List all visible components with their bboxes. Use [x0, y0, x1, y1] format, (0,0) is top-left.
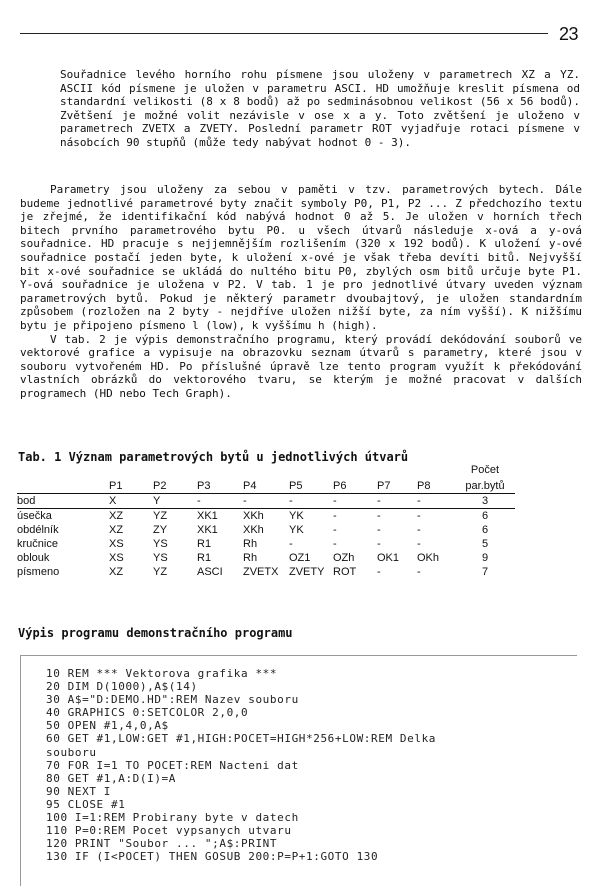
code-line: 130 IF (I<POCET) THEN GOSUB 200:P=P+1:GOTO 130	[46, 850, 379, 864]
table-cell: -	[377, 510, 381, 522]
table-cell: -	[333, 510, 337, 522]
table-cell: R1	[197, 552, 212, 564]
table-cell: 9	[481, 552, 489, 564]
table-cell: ASCI	[197, 566, 223, 578]
row-label: bod	[17, 494, 109, 509]
column-header: P3	[197, 477, 243, 494]
table-cell: YK	[289, 510, 304, 522]
page-number: 23	[558, 24, 578, 44]
table-cell: Y	[153, 494, 197, 509]
column-header: P8	[417, 477, 455, 494]
table-row	[17, 494, 515, 509]
table-cell: -	[417, 538, 421, 550]
table-cell: 7	[481, 566, 489, 578]
table-cell: OZ1	[289, 552, 311, 564]
program-listing	[46, 667, 436, 863]
table-row	[17, 551, 515, 565]
table-cell: -	[377, 494, 417, 509]
table-cell: 6	[481, 524, 489, 536]
table-cell: -	[377, 524, 381, 536]
row-label: kručnice	[17, 538, 58, 550]
table-cell: 6	[481, 510, 489, 522]
paragraph-block-1	[60, 68, 580, 150]
code-line: 95 CLOSE #1	[46, 797, 126, 811]
table-cell: XK1	[197, 524, 218, 536]
table-cell: -	[243, 494, 289, 509]
table-cell: YZ	[153, 566, 168, 578]
code-line: 30 A$="D:DEMO.HD":REM Nazev souboru	[46, 693, 299, 707]
table-cell: Rh	[243, 552, 258, 564]
table-cell: XS	[109, 538, 124, 550]
table-cell: OZh	[333, 552, 355, 564]
table-cell: -	[197, 494, 243, 509]
table-cell: -	[377, 566, 381, 578]
table-cell: -	[333, 494, 377, 509]
paragraph: Parametry jsou uloženy za sebou v paměti v tzv. parametrových bytech. Dále budeme jednotlivé parametrové byty značit symboly P0, P1, P2 ... Z předchozího textu je zřejmé, že identifikační kód nabývá hodnot 0 až 5. Je uložen v horních třech bitech prvního parametrového bytu P0. u všech útvarů následuje x-ová a y-ová souřadnice. HD pracuje s nejjemnějším rozlišením (320 x 192 bodů). K uložení y-ové souřadnice postačí jeden byte, k uložení x-ové je však třeba devíti bitů. Nejvyšší bit x-ové souřadnice se ukládá do nultého bitu P0, zbylých osm bitů určuje byte P1. Y-ová souřadnice je uložena v P2. V tab. 1 je pro jednotlivé útvary uveden význam parametrových bytů. Pokud je některý parametr dvoubajtový, je uložen standardním způsobem (rozložen na 2 byty - nejdříve uložen nižší byte, za ním vyšší). K nižšímu bytu je připojeno písmeno l (low), k vyššímu h (high).	[20, 183, 582, 332]
column-header: P5	[289, 477, 333, 494]
table-cell: -	[333, 524, 337, 536]
table-row	[17, 509, 515, 524]
table-cell: OKh	[417, 552, 440, 564]
table-row	[17, 537, 515, 551]
table-row	[17, 523, 515, 537]
column-header: P1	[109, 477, 153, 494]
code-line: 60 GET #1,LOW:GET #1,HIGH:POCET=HIGH*256+LOW:REM Delka	[46, 732, 437, 746]
table-cell: X	[109, 494, 153, 509]
row-label: úsečka	[17, 510, 52, 522]
table-cell: Rh	[243, 538, 258, 550]
table-cell: -	[417, 524, 421, 536]
column-header	[17, 477, 109, 494]
header-rule	[20, 33, 548, 34]
column-header: P6	[333, 477, 377, 494]
column-header: par.bytů	[455, 477, 515, 494]
paragraph: Souřadnice levého horního rohu písmene jsou uloženy v parametrech XZ a YZ. ASCII kód písmene je uložen v parametru ASCI. HD umožňuje kreslit písmena od standardní velikosti (8 x 8 bodů) až po sedminásobnou velikost (56 x 56 bodů). Zvětšení je možné volit nezávisle v ose x a y. Toto zvětšení je uloženo v parametrech ZVETX a ZVETY. Poslední parametr ROT vyjadřuje rotaci písmene v násobcích 90 stupňů (může tedy nabývat hodnot 0 - 3).	[60, 68, 580, 149]
table-cell: -	[289, 538, 293, 550]
row-label: obdélník	[17, 524, 59, 536]
table-cell: YS	[153, 552, 168, 564]
code-line: 70 FOR I=1 TO POCET:REM Nacteni dat	[46, 758, 299, 772]
table-cell: XZ	[109, 524, 124, 536]
paragraph-block-2	[20, 183, 582, 401]
table-cell: XKh	[243, 524, 264, 536]
table-cell: XK1	[197, 510, 218, 522]
table-cell: YZ	[153, 510, 168, 522]
table-cell: -	[417, 510, 421, 522]
listing-title: Výpis programu demonstračního programu	[18, 626, 293, 640]
code-line: 40 GRAPHICS 0:SETCOLOR 2,0,0	[46, 706, 249, 720]
table-cell: YK	[289, 524, 304, 536]
code-line: 50 OPEN #1,4,0,A$	[46, 719, 169, 733]
code-line: 110 P=0:REM Pocet vypsanych utvaru	[46, 824, 292, 838]
paragraph: V tab. 2 je výpis demonstračního programu, který provádí dekódování souborů ve vektorové grafice a vypisuje na obrazovku seznam útvarů s parametry, které jsou v souboru vytvořeném HD. Po příslušné úpravě lze tento program využít k překódování vlastních obrázků do vektorového tvaru, se kterým je možné pracovat v dalších programech (HD nebo Tech Graph).	[20, 332, 582, 400]
table-cell: XZ	[109, 510, 124, 522]
code-line: souboru	[46, 745, 97, 759]
code-line: 90 NEXT I	[46, 784, 112, 798]
parameter-table	[17, 463, 515, 579]
code-line: 100 I=1:REM Probirany byte v datech	[46, 811, 299, 825]
table-cell: ZVETX	[243, 566, 279, 578]
table-cell: -	[377, 538, 381, 550]
code-line: 80 GET #1,A:D(I)=A	[46, 771, 177, 785]
row-label: písmeno	[17, 566, 60, 578]
table-cell: R1	[197, 538, 212, 550]
table-cell: ZY	[153, 524, 168, 536]
code-line: 20 DIM D(1000),A$(14)	[46, 680, 198, 694]
column-header: Počet	[470, 464, 500, 476]
table-cell: ROT	[333, 566, 357, 578]
code-line: 10 REM *** Vektorova grafika ***	[46, 667, 278, 680]
row-label: oblouk	[17, 552, 50, 564]
table-cell: OK1	[377, 552, 400, 564]
table-cell: ZVETY	[289, 566, 325, 578]
table-cell: XZ	[109, 566, 124, 578]
table-cell: -	[289, 494, 333, 509]
table-cell: 5	[481, 538, 489, 550]
column-header: P4	[243, 477, 289, 494]
table-title: Tab. 1 Význam parametrových bytů u jednotlivých útvarů	[18, 450, 409, 464]
code-line: 120 PRINT "Soubor ... ";A$:PRINT	[46, 837, 278, 851]
column-header: P2	[153, 477, 197, 494]
table-cell: -	[417, 566, 421, 578]
table-row	[17, 565, 515, 579]
table-cell: -	[333, 538, 337, 550]
column-header: P7	[377, 477, 417, 494]
table-cell: XKh	[243, 510, 264, 522]
table-cell: XS	[109, 552, 124, 564]
table-cell: YS	[153, 538, 168, 550]
table-cell: -	[417, 494, 455, 509]
table-cell: 3	[455, 494, 515, 509]
